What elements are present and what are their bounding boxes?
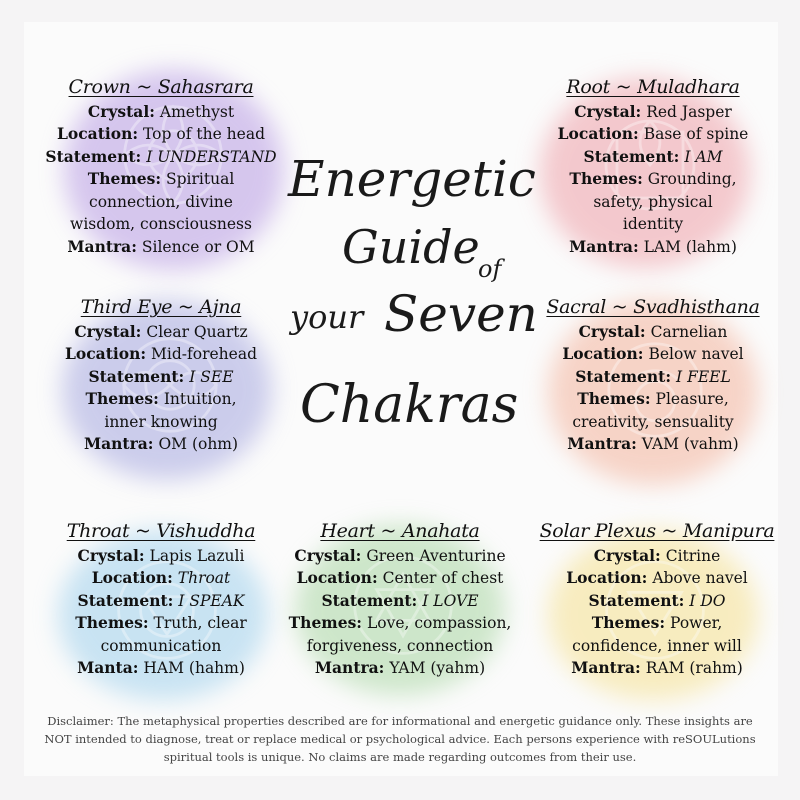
location-value: Base of spine <box>643 125 749 143</box>
solar-mantra-row <box>528 657 786 680</box>
statement-value: I AM <box>684 147 723 166</box>
throat-statement-row <box>36 590 286 613</box>
crown-themes-line: wisdom, consciousness <box>70 215 252 233</box>
sacral-chakra-title: Sacral ~ Svadhisthana <box>546 296 760 318</box>
heart-themes-row <box>268 612 532 635</box>
mantra-value: VAM (vahm) <box>641 435 739 453</box>
root-location-row <box>528 123 778 146</box>
disclaimer-line: NOT intended to diagnose, treat or replace medical or psychological advice. Each persons experience with reSOULutions <box>44 732 756 746</box>
crown-themes-row <box>36 168 286 191</box>
mantra-label: Manta: <box>77 658 139 677</box>
mantra-value: OM (ohm) <box>158 435 239 453</box>
mantra-value: HAM (hahm) <box>143 659 245 677</box>
heart-statement-row <box>268 590 532 613</box>
themes-value: Grounding, <box>647 170 737 188</box>
heading-line-2a: Guide <box>342 220 480 274</box>
statement-label: Statement: <box>321 590 418 610</box>
themes-value: Spiritual <box>166 170 235 188</box>
heart-chakra-title: Heart ~ Anahata <box>320 520 480 542</box>
disclaimer-line: Disclaimer: The metaphysical properties described are for informational and energetic guidance only. These insights are <box>47 714 753 728</box>
crystal-label: Crystal: <box>87 101 155 121</box>
throat-chakra-block <box>36 520 286 680</box>
throat-crystal-row <box>36 545 286 568</box>
solar-themes-line: confidence, inner will <box>572 636 742 655</box>
sacral-location-row <box>528 343 778 366</box>
sacral-themes-row <box>528 388 778 411</box>
third-eye-crystal-row <box>36 321 286 344</box>
heart-location-row <box>268 567 532 590</box>
crystal-value: Lapis Lazuli <box>149 546 245 565</box>
crystal-value: Green Aventurine <box>366 546 506 565</box>
throat-location-row <box>36 567 286 590</box>
solar-plexus-chakra-title: Solar Plexus ~ Manipura <box>539 520 775 542</box>
mantra-label: Mantra: <box>83 434 154 453</box>
solar-statement-row <box>528 590 786 613</box>
themes-label: Themes: <box>591 613 666 632</box>
third-eye-themes-line: inner knowing <box>104 412 218 431</box>
mantra-label: Mantra: <box>314 658 385 677</box>
themes-label: Themes: <box>569 169 643 188</box>
statement-label: Statement: <box>583 146 680 166</box>
crown-chakra-title: Crown ~ Sahasrara <box>68 76 254 98</box>
heart-themes-line: forgiveness, connection <box>306 636 494 655</box>
themes-label: Themes: <box>577 389 651 408</box>
themes-value: Truth, clear <box>153 614 247 632</box>
solar-crystal-row <box>528 545 786 568</box>
root-mantra-row <box>528 236 778 259</box>
crown-themes-line: connection, divine <box>89 192 233 211</box>
solar-plexus-chakra-block <box>528 520 786 680</box>
heart-crystal-row <box>268 545 532 568</box>
heading-line-2b: of <box>478 255 502 283</box>
statement-label: Statement: <box>88 366 185 386</box>
root-themes-line: identity <box>622 215 684 233</box>
crystal-value: Amethyst <box>159 102 235 121</box>
crystal-label: Crystal: <box>574 101 642 121</box>
themes-value: Pleasure, <box>655 390 729 408</box>
throat-themes-row <box>36 612 286 635</box>
crystal-label: Crystal: <box>74 321 142 341</box>
crown-chakra-block <box>36 76 286 258</box>
crown-mantra-row <box>36 236 286 259</box>
root-chakra-title: Root ~ Muladhara <box>566 76 740 98</box>
sacral-chakra-block <box>528 296 778 456</box>
statement-value: I DO <box>689 591 726 610</box>
location-label: Location: <box>557 124 639 143</box>
mantra-value: LAM (lahm) <box>643 237 737 256</box>
mantra-label: Mantra: <box>567 434 637 453</box>
statement-label: Statement: <box>588 590 685 610</box>
crown-statement-row <box>36 146 286 169</box>
location-value: Below navel <box>648 345 744 363</box>
statement-value: I SPEAK <box>178 591 245 610</box>
themes-value: Love, compassion, <box>366 614 512 632</box>
location-label: Location: <box>562 344 644 363</box>
mantra-value: Silence or OM <box>141 237 255 256</box>
location-value: Top of the head <box>143 125 265 143</box>
throat-chakra-title: Throat ~ Vishuddha <box>66 520 256 542</box>
disclaimer-text <box>40 712 760 766</box>
third-eye-location-row <box>36 343 286 366</box>
third-eye-mantra-row <box>36 433 286 456</box>
statement-label: Statement: <box>575 366 672 386</box>
heart-mantra-row <box>268 657 532 680</box>
disclaimer-line: spiritual tools is unique. No claims are made regarding outcomes from their use. <box>163 750 637 764</box>
location-value: Above navel <box>652 569 748 587</box>
heading-line-1: Energetic <box>288 150 536 208</box>
crystal-label: Crystal: <box>578 321 646 341</box>
crown-crystal-row <box>36 101 286 124</box>
mantra-value: YAM (yahm) <box>389 659 486 677</box>
third-eye-chakra-title: Third Eye ~ Ajna <box>80 296 242 318</box>
location-value: Throat <box>177 569 231 587</box>
root-themes-row <box>528 168 778 191</box>
location-label: Location: <box>64 344 147 363</box>
root-themes-line: safety, physical <box>593 192 713 211</box>
heading-line-4: Chakras <box>300 375 519 435</box>
crystal-value: Carnelian <box>650 322 728 341</box>
mantra-label: Mantra: <box>569 236 639 256</box>
solar-themes-row <box>528 612 786 635</box>
throat-themes-line: communication <box>100 636 222 655</box>
location-label: Location: <box>91 568 173 587</box>
statement-value: I FEEL <box>676 367 731 386</box>
themes-label: Themes: <box>87 169 162 188</box>
themes-value: Power, <box>670 614 723 632</box>
sacral-statement-row <box>528 366 778 389</box>
location-value: Center of chest <box>382 569 504 587</box>
crystal-label: Crystal: <box>593 545 661 565</box>
mantra-label: Mantra: <box>571 658 641 677</box>
root-chakra-block <box>528 76 778 258</box>
third-eye-chakra-block <box>36 296 286 456</box>
solar-location-row <box>528 567 786 590</box>
statement-value: I SEE <box>189 367 234 386</box>
statement-value: I UNDERSTAND <box>146 147 277 166</box>
themes-value: Intuition, <box>163 390 237 408</box>
crystal-value: Clear Quartz <box>146 322 248 341</box>
location-value: Mid-forehead <box>151 345 257 363</box>
crystal-label: Crystal: <box>294 545 362 565</box>
sacral-mantra-row <box>528 433 778 456</box>
crystal-value: Citrine <box>665 546 721 565</box>
heart-chakra-block <box>268 520 532 680</box>
themes-label: Themes: <box>85 389 159 408</box>
crystal-label: Crystal: <box>77 545 145 565</box>
location-label: Location: <box>566 568 648 587</box>
crystal-value: Red Jasper <box>646 102 732 121</box>
statement-label: Statement: <box>45 146 142 166</box>
third-eye-statement-row <box>36 366 286 389</box>
root-statement-row <box>528 146 778 169</box>
sacral-themes-line: creativity, sensuality <box>572 412 734 431</box>
root-crystal-row <box>528 101 778 124</box>
heading-line-3a: your <box>290 298 364 336</box>
statement-label: Statement: <box>77 590 174 610</box>
themes-label: Themes: <box>288 613 363 632</box>
sacral-crystal-row <box>528 321 778 344</box>
location-label: Location: <box>296 568 378 587</box>
location-label: Location: <box>57 124 139 143</box>
mantra-label: Mantra: <box>67 236 137 256</box>
themes-label: Themes: <box>75 613 149 632</box>
heading-line-3b: Seven <box>384 285 538 343</box>
third-eye-themes-row <box>36 388 286 411</box>
throat-mantra-row <box>36 657 286 680</box>
crown-location-row <box>36 123 286 146</box>
statement-value: I LOVE <box>422 591 479 610</box>
mantra-value: RAM (rahm) <box>645 659 743 677</box>
